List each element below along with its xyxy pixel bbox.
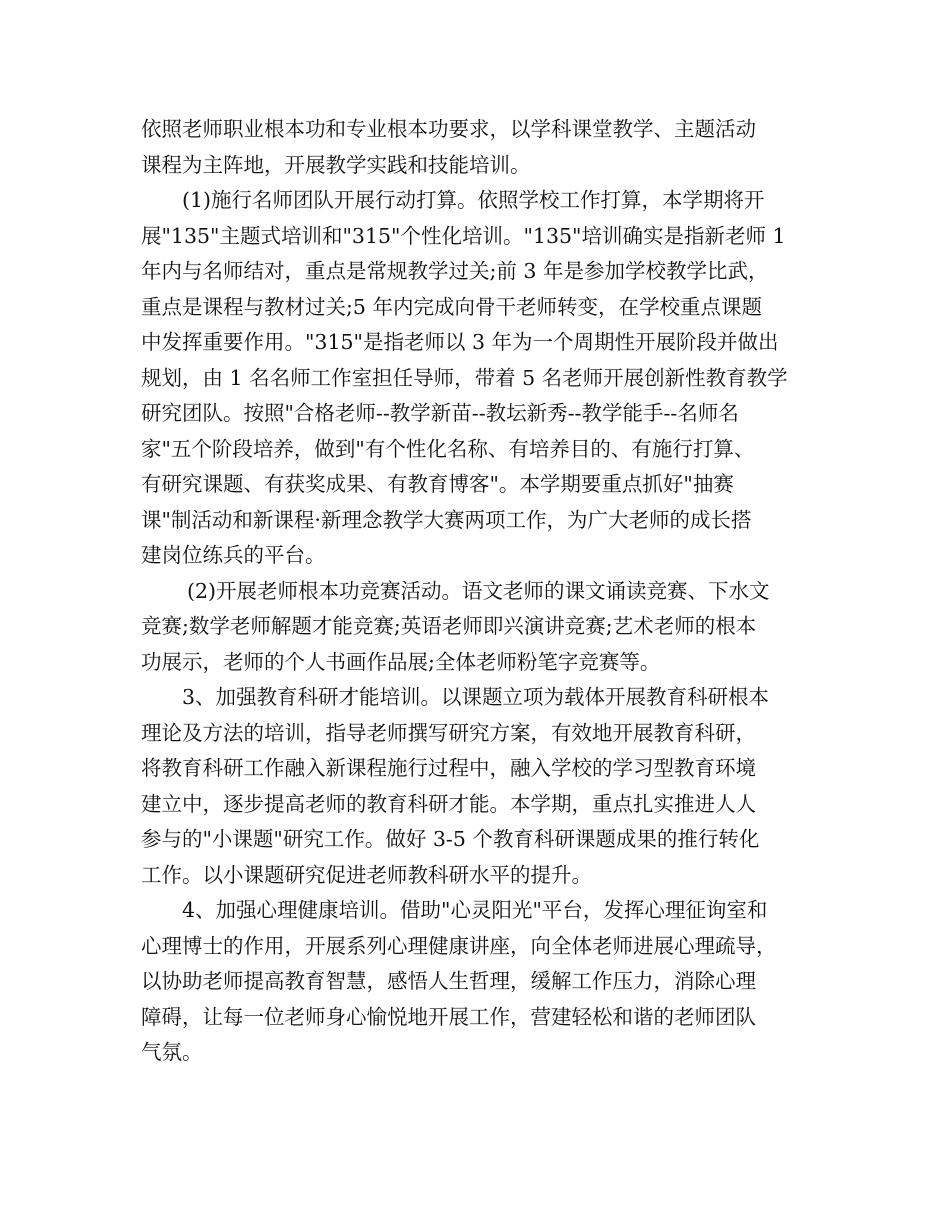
text-line: 竞赛;数学老师解题才能竞赛;英语老师即兴演讲竞赛;艺术老师的根本 — [141, 614, 757, 638]
text-line: 参与的"小课题"研究工作。做好 3-5 个教育科研课题成果的推行转化 — [141, 827, 760, 851]
text-line: 工作。以小课题研究促进老师教科研水平的提升。 — [141, 862, 592, 887]
text-line: 课程为主阵地，开展教学实践和技能培训。 — [141, 152, 531, 177]
text-line: 障碍，让每一位老师身心愉悦地开展工作，营建轻松和谐的老师团队 — [141, 1004, 756, 1029]
text-line: 以协助老师提高教育智慧，感悟人生哲理，缓解工作压力，消除心理 — [141, 969, 756, 993]
text-line: 展"135"主题式培训和"315"个性化培训。"135"培训确实是指新老师 1 — [141, 223, 786, 248]
text-line: 研究团队。按照"合格老师--教学新苗--教坛新秀--教学能手--名师名 — [141, 401, 739, 425]
text-line: 依照老师职业根本功和专业根本功要求，以学科课堂教学、主题活动 — [141, 117, 756, 141]
text-line: 3、加强教育科研才能培训。以课题立项为载体开展教育科研根本 — [182, 685, 770, 709]
text-line: 家"五个阶段培养，做到"有个性化名称、有培养目的、有施行打算、 — [141, 436, 755, 461]
text-line: (1)施行名师团队开展行动打算。依照学校工作打算，本学期将开 — [182, 188, 765, 212]
text-line: 建立中，逐步提高老师的教育科研才能。本学期，重点扎实推进人人 — [141, 791, 756, 816]
text-line: 课"制活动和新课程·新理念教学大赛两项工作，为广大老师的成长搭 — [141, 507, 752, 532]
text-line: 4、加强心理健康培训。借助"心灵阳光"平台，发挥心理征询室和 — [182, 898, 768, 922]
text-line: 功展示，老师的个人书画作品展;全体老师粉笔字竞赛等。 — [141, 649, 661, 674]
text-line: 理论及方法的培训，指导老师撰写研究方案，有效地开展教育科研， — [141, 720, 756, 745]
text-line: 规划，由 1 名名师工作室担任导师，带着 5 名老师开展创新性教育教学 — [141, 365, 788, 390]
text-line: 有研究课题、有获奖成果、有教育博客"。本学期要重点抓好"抽赛 — [141, 472, 734, 496]
text-line: 中发挥重要作用。"315"是指老师以 3 年为一个周期性开展阶段并做出 — [141, 330, 779, 354]
document-body — [141, 112, 821, 1071]
text-line: 心理博士的作用，开展系列心理健康讲座，向全体老师进展心理疏导， — [141, 933, 777, 958]
text-line: 重点是课程与教材过关;5 年内完成向骨干老师转变，在学校重点课题 — [141, 294, 762, 319]
text-line: 年内与名师结对，重点是常规教学过关;前 3 年是参加学校教学比武， — [141, 259, 769, 283]
text-line: 建岗位练兵的平台。 — [141, 543, 326, 567]
text-line: 气氛。 — [141, 1040, 203, 1064]
text-line: 将教育科研工作融入新课程施行过程中，融入学校的学习型教育环境 — [141, 756, 756, 780]
text-line: (2)开展老师根本功竞赛活动。语文老师的课文诵读竞赛、下水文 — [187, 578, 770, 603]
